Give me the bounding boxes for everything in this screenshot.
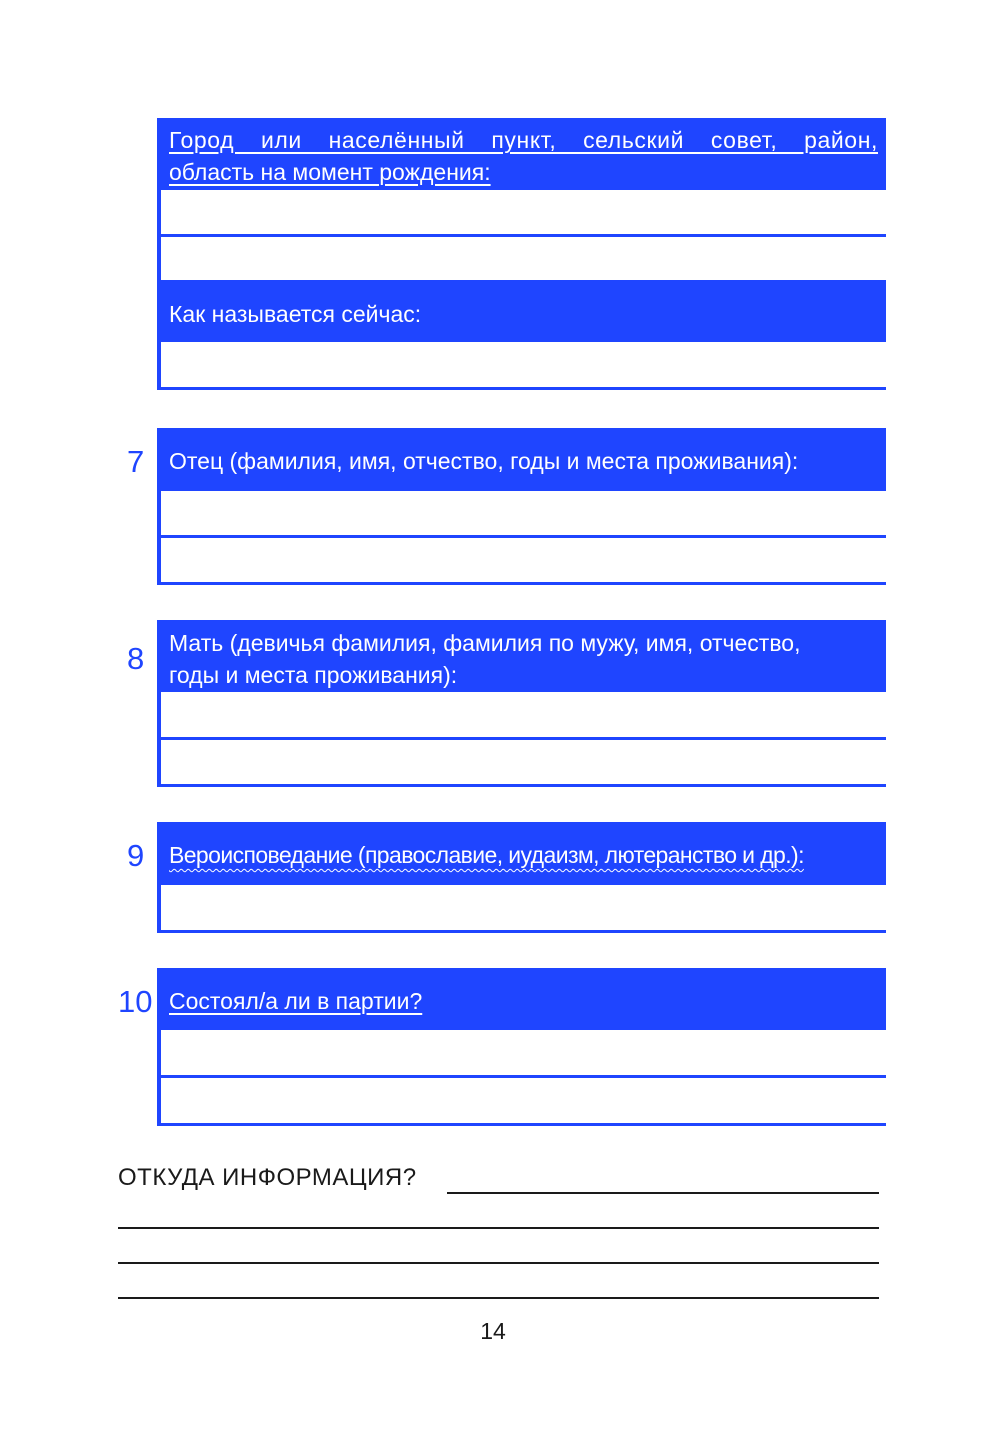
birthplace-section <box>157 118 886 390</box>
father-section <box>157 428 886 585</box>
birthplace-label-bar <box>157 118 886 190</box>
party-label: Состоял/а ли в партии? <box>169 988 423 1014</box>
father-field-2[interactable] <box>161 538 886 582</box>
father-label-bar <box>157 428 886 491</box>
party-field-2[interactable] <box>161 1078 886 1123</box>
party-field-1[interactable] <box>161 1030 886 1075</box>
field-bottom-line <box>157 582 886 585</box>
current-name-label-bar <box>157 280 886 342</box>
mother-section <box>157 620 886 787</box>
section-number: 10 <box>118 984 153 1019</box>
source-answer-line[interactable] <box>118 1227 879 1229</box>
birthplace-label-line2: область на момент рождения: <box>169 159 491 185</box>
section-number: 7 <box>127 444 145 479</box>
source-answer-line[interactable] <box>118 1297 879 1299</box>
birthplace-field-1[interactable] <box>161 190 886 234</box>
field-bottom-line <box>157 387 886 390</box>
current-name-field[interactable] <box>161 342 886 387</box>
mother-label-bar <box>157 620 886 692</box>
birthplace-field-2[interactable] <box>161 237 886 280</box>
religion-section <box>157 822 886 933</box>
field-bottom-line <box>157 784 886 787</box>
field-bottom-line <box>157 1123 886 1126</box>
current-name-label: Как называется сейчас: <box>169 301 422 327</box>
father-label: Отец (фамилия, имя, отчество, годы и места проживания): <box>169 448 799 474</box>
section-number: 9 <box>127 838 145 873</box>
source-label: ОТКУДА ИНФОРМАЦИЯ? <box>118 1164 417 1191</box>
birthplace-label-line1: Город или населённый пункт, сельский совет, район, <box>169 127 878 153</box>
source-answer-line[interactable] <box>447 1192 879 1194</box>
mother-field-1[interactable] <box>161 692 886 737</box>
section-number: 8 <box>127 641 145 676</box>
religion-label-bar <box>157 822 886 885</box>
mother-label-line1: Мать (девичья фамилия, фамилия по мужу, имя, отчество, <box>169 630 801 656</box>
religion-label: Вероисповедание (православие, иудаизм, лютеранство и др.): <box>169 842 804 868</box>
religion-field[interactable] <box>161 885 886 930</box>
party-label-bar <box>157 968 886 1030</box>
father-field-1[interactable] <box>161 491 886 535</box>
page-number: 14 <box>480 1318 506 1344</box>
source-answer-line[interactable] <box>118 1262 879 1264</box>
field-bottom-line <box>157 930 886 933</box>
mother-label-line2: годы и места проживания): <box>169 662 458 688</box>
mother-field-2[interactable] <box>161 740 886 784</box>
party-section <box>157 968 886 1126</box>
